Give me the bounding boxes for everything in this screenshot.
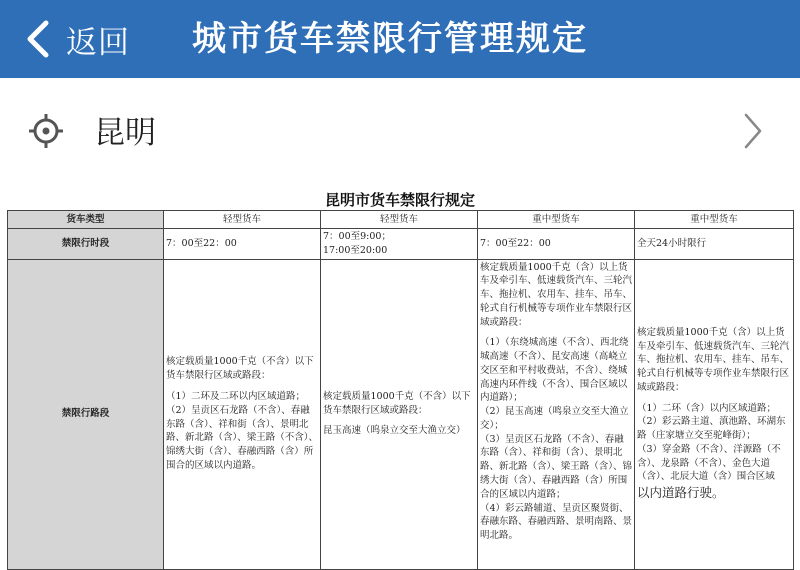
road-line: （1）二环（含）以内区域道路； bbox=[637, 402, 777, 414]
restriction-table bbox=[7, 210, 794, 570]
roads-cell-3 bbox=[478, 259, 635, 569]
time-cell-1 bbox=[164, 229, 321, 260]
time-cell-3 bbox=[478, 229, 635, 260]
road-line: 核定载质量1000千克（不含）以下货车禁限行区域或路段： bbox=[166, 356, 314, 382]
col-type-2: 轻型货车 bbox=[321, 211, 478, 229]
roads-cell-4 bbox=[635, 259, 794, 569]
chevron-left-icon bbox=[18, 19, 58, 59]
road-line: （2）昆玉高速（鸣泉立交至大渔立交）； bbox=[480, 406, 629, 431]
row-label-time: 禁限行时段 bbox=[8, 229, 164, 260]
time-line: 全天24小时限行 bbox=[637, 237, 707, 249]
time-cell-2 bbox=[321, 229, 478, 260]
city-selector[interactable] bbox=[0, 95, 800, 167]
time-line: 7：00至22：00 bbox=[480, 237, 551, 249]
row-label-type: 货车类型 bbox=[8, 211, 164, 229]
back-label: 返回 bbox=[66, 24, 130, 61]
road-line: （1）（东绕城高速（不含）、西北绕城高速（不含）、昆安高速（高峣立交区至和平村收费站，不含）、绕城高速内环件线（不含）、围合区域以内道路）； bbox=[480, 337, 629, 404]
road-gap bbox=[637, 395, 791, 402]
row-label-roads: 禁限行路段 bbox=[8, 259, 164, 569]
road-line: 以内道路行驶。 bbox=[637, 485, 725, 501]
road-line: （2）彩云路主道、滇池路、环湖东路（庄家塘立交至驼峰街）； bbox=[637, 416, 786, 442]
roads-cell-2 bbox=[321, 259, 478, 569]
time-line: 7：00至9:00； bbox=[323, 231, 391, 242]
col-type-4: 重中型货车 bbox=[635, 211, 794, 229]
roads-cell-1 bbox=[164, 259, 321, 569]
col-type-3: 重中型货车 bbox=[478, 211, 635, 229]
page-title: 城市货车禁限行管理规定 bbox=[192, 19, 588, 59]
col-type-1: 轻型货车 bbox=[164, 211, 321, 229]
road-line: （2）呈贡区石龙路（不含）、春融东路（含）、祥和街（含）、景明北路、新北路（含）、梁王路（不含）、锦绣大街（含）、春融西路（含）所围合的区域以内道路。 bbox=[166, 404, 319, 471]
road-line: 核定载质量1000千克（含）以上货车及牵引车、低速载货汽车、三轮汽车、拖拉机、农用车、挂车、吊车、轮式自行机械等专项作业车禁限行区域或路段： bbox=[637, 326, 790, 393]
road-line: （1）二环及二环以内区域道路； bbox=[166, 391, 306, 402]
location-crosshair-icon bbox=[28, 113, 64, 149]
road-line: 核定载质量1000千克（不含）以下货车禁限行区域或路段： bbox=[323, 390, 471, 416]
road-line: （4）彩云路辅道、呈贡区聚贤街、春融东路、春融西路、景明南路、景明北路。 bbox=[480, 502, 633, 542]
road-line: （3）呈贡区石龙路（不含）、春融东路（含）、祥和街（含）、景明北路、新北路（含）、梁王路（含）、锦绣大街（含）、春融西路（含）所围合的区域以内道路； bbox=[480, 433, 633, 500]
road-gap bbox=[480, 329, 632, 336]
time-line: 7：00至22：00 bbox=[166, 237, 237, 249]
road-gap bbox=[323, 417, 475, 424]
road-line: （3）穿金路（不含）、洋源路（不含）、龙泉路（不含）、金色大道（含）、北辰大道（含）围合区域 bbox=[637, 443, 781, 483]
table-row-type bbox=[8, 211, 794, 229]
chevron-right-icon bbox=[740, 111, 766, 151]
table-row-time bbox=[8, 229, 794, 260]
table-row-roads bbox=[8, 259, 794, 569]
road-line: 昆玉高速（呜泉立交至大渔立交） bbox=[323, 425, 466, 437]
road-line: 核定载质量1000千克（含）以上货车及牵引车、低速载货汽车、三轮汽车、拖拉机、农用车、挂车、吊车、轮式自行机械等专项作业车禁限行区域或路段： bbox=[480, 261, 633, 328]
road-gap bbox=[166, 383, 318, 390]
table-title: 昆明市货车禁限行规定 bbox=[324, 191, 475, 209]
app-header bbox=[0, 0, 800, 78]
time-cell-4 bbox=[635, 229, 794, 260]
time-line: 17:00至20:00 bbox=[323, 244, 388, 256]
city-name: 昆明 bbox=[94, 115, 156, 151]
back-button[interactable] bbox=[18, 0, 130, 78]
